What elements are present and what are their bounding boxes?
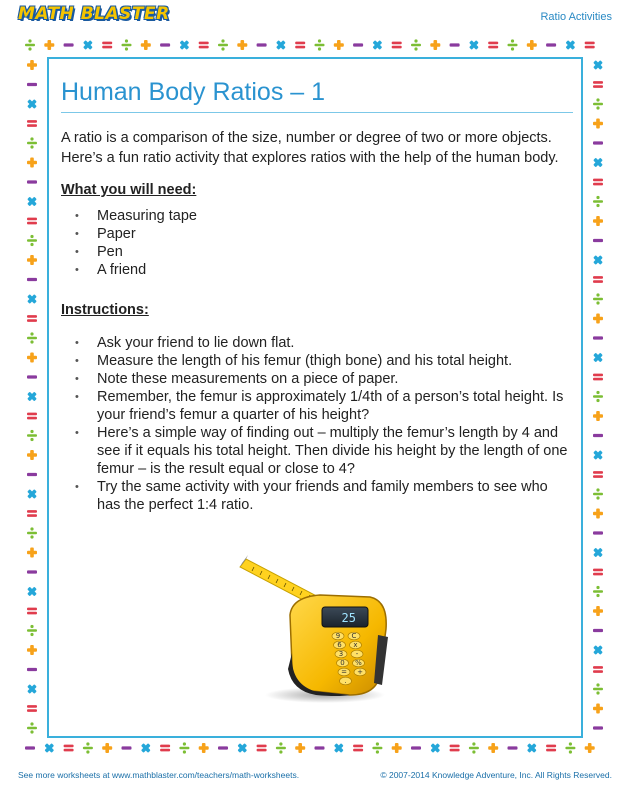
math-blaster-logo: MATH BLASTER	[18, 4, 170, 24]
equals-icon	[64, 745, 74, 752]
plus-icon	[199, 743, 209, 753]
plus-icon	[27, 645, 37, 655]
divide-icon	[411, 39, 421, 50]
equals-icon	[27, 218, 37, 225]
minus-icon	[27, 570, 37, 573]
plus-icon	[27, 548, 37, 558]
minus-icon	[27, 278, 37, 281]
divide-icon	[27, 625, 37, 636]
plus-icon	[593, 509, 603, 519]
divide-icon	[27, 527, 37, 538]
equals-icon	[27, 705, 37, 712]
measuring-tape-icon	[230, 545, 400, 705]
plus-icon	[392, 743, 402, 753]
plus-icon	[593, 216, 603, 226]
equals-icon	[257, 745, 267, 752]
equals-icon	[593, 276, 603, 283]
minus-icon	[27, 180, 37, 183]
calculator-key-label: 0	[340, 659, 345, 667]
calculator-key-label: C	[351, 632, 357, 640]
times-icon	[27, 489, 37, 499]
times-icon	[593, 60, 603, 70]
calculator-key-label: 9	[335, 632, 341, 640]
needs-list	[61, 207, 573, 279]
divide-icon	[276, 742, 286, 753]
footer-copyright: © 2007-2014 Knowledge Adventure, Inc. All Rights Reserved.	[380, 770, 612, 780]
equals-icon	[199, 42, 209, 49]
minus-icon	[27, 668, 37, 671]
times-icon	[334, 743, 344, 753]
times-icon	[469, 40, 479, 50]
divide-icon	[593, 293, 603, 304]
plus-icon	[237, 40, 247, 50]
plus-icon	[585, 743, 595, 753]
times-icon	[276, 40, 286, 50]
plus-icon	[593, 119, 603, 129]
divide-icon	[122, 39, 132, 50]
divide-icon	[27, 332, 37, 343]
times-icon	[430, 743, 440, 753]
calculator-key-label: 6	[337, 641, 342, 649]
calculator-key-label: 3	[338, 650, 344, 658]
plus-icon	[334, 40, 344, 50]
divide-icon	[27, 722, 37, 733]
minus-icon	[160, 43, 170, 46]
equals-icon	[593, 179, 603, 186]
plus-icon	[27, 60, 37, 70]
equals-icon	[593, 81, 603, 88]
times-icon	[593, 548, 603, 558]
plus-icon	[488, 743, 498, 753]
equals-icon	[295, 42, 305, 49]
worksheet-content	[61, 78, 573, 514]
divide-icon	[218, 39, 228, 50]
times-icon	[44, 743, 54, 753]
equals-icon	[27, 315, 37, 322]
times-icon	[593, 353, 603, 363]
times-icon	[27, 587, 37, 597]
page-title: Human Body Ratios – 1	[61, 78, 573, 113]
equals-icon	[27, 120, 37, 127]
footer-website-link[interactable]: See more worksheets at www.mathblaster.com/teachers/math-worksheets.	[18, 770, 300, 780]
times-icon	[27, 99, 37, 109]
minus-icon	[353, 43, 363, 46]
plus-icon	[295, 743, 305, 753]
times-icon	[566, 40, 576, 50]
equals-icon	[585, 42, 595, 49]
times-icon	[27, 684, 37, 694]
equals-icon	[160, 745, 170, 752]
divide-icon	[593, 391, 603, 402]
divide-icon	[83, 742, 93, 753]
divide-icon	[27, 430, 37, 441]
times-icon	[141, 743, 151, 753]
divide-icon	[372, 742, 382, 753]
times-icon	[593, 158, 603, 168]
minus-icon	[257, 43, 267, 46]
divide-icon	[508, 39, 518, 50]
minus-icon	[593, 629, 603, 632]
plus-icon	[593, 606, 603, 616]
divide-icon	[25, 39, 35, 50]
equals-icon	[102, 42, 112, 49]
minus-icon	[450, 43, 460, 46]
times-icon	[27, 197, 37, 207]
divide-icon	[27, 235, 37, 246]
times-icon	[27, 294, 37, 304]
minus-icon	[411, 746, 421, 749]
list-item: • Here’s a simple way of finding out – multiply the femur’s length by 4 and see if it equals his total height. Then divide his height by the length of one femur – is the result equal or close to 4?	[61, 424, 573, 478]
plus-icon	[44, 40, 54, 50]
minus-icon	[27, 375, 37, 378]
minus-icon	[218, 746, 228, 749]
equals-icon	[353, 745, 363, 752]
minus-icon	[593, 336, 603, 339]
equals-icon	[593, 374, 603, 381]
minus-icon	[593, 434, 603, 437]
times-icon	[527, 743, 537, 753]
times-icon	[593, 450, 603, 460]
times-icon	[83, 40, 93, 50]
plus-icon	[27, 450, 37, 460]
equals-icon	[392, 42, 402, 49]
minus-icon	[122, 746, 132, 749]
list-item: • Measure the length of his femur (thigh bone) and his total height.	[61, 352, 573, 370]
plus-icon	[527, 40, 537, 50]
minus-icon	[27, 473, 37, 476]
times-icon	[593, 255, 603, 265]
times-icon	[180, 40, 190, 50]
calculator-key-label: %	[355, 659, 362, 667]
instructions-list	[61, 334, 573, 514]
divide-icon	[593, 196, 603, 207]
list-item: • Note these measurements on a piece of paper.	[61, 370, 573, 388]
plus-icon	[102, 743, 112, 753]
plus-icon	[593, 411, 603, 421]
calculator-key-label: .	[344, 677, 347, 685]
list-item: • Paper	[61, 225, 573, 243]
list-item: • Remember, the femur is approximately 1/4th of a person’s total height. Is your friend’s femur a quarter of his height?	[61, 388, 573, 424]
divide-icon	[565, 742, 575, 753]
equals-icon	[450, 745, 460, 752]
plus-icon	[27, 158, 37, 168]
divide-icon	[27, 137, 37, 148]
times-icon	[373, 40, 383, 50]
divide-icon	[179, 742, 189, 753]
svg-text:25: 25	[341, 611, 356, 625]
calculator-key-label: +	[357, 668, 363, 676]
plus-icon	[141, 40, 151, 50]
divide-icon	[593, 586, 603, 597]
plus-icon	[27, 255, 37, 265]
calculator-key-label: -	[355, 650, 359, 658]
minus-icon	[25, 746, 35, 749]
times-icon	[593, 645, 603, 655]
divide-icon	[469, 742, 479, 753]
calculator-key-label: =	[341, 668, 347, 676]
divide-icon	[593, 683, 603, 694]
minus-icon	[593, 531, 603, 534]
minus-icon	[27, 83, 37, 86]
equals-icon	[27, 510, 37, 517]
divide-icon	[315, 39, 325, 50]
equals-icon	[488, 42, 498, 49]
times-icon	[27, 392, 37, 402]
list-item: • Try the same activity with your friends and family members to see who has the perfect 1:4 ratio.	[61, 478, 573, 514]
equals-icon	[546, 745, 556, 752]
divide-icon	[593, 98, 603, 109]
divide-icon	[593, 488, 603, 499]
minus-icon	[593, 239, 603, 242]
minus-icon	[64, 43, 74, 46]
plus-icon	[27, 353, 37, 363]
list-item: • Ask your friend to lie down flat.	[61, 334, 573, 352]
needs-heading: What you will need:	[61, 182, 197, 198]
instructions-heading: Instructions:	[61, 302, 149, 318]
calculator-key-label: x	[353, 641, 358, 649]
plus-icon	[593, 704, 603, 714]
plus-icon	[593, 314, 603, 324]
calculator-screen	[322, 607, 368, 627]
plus-icon	[430, 40, 440, 50]
equals-icon	[593, 666, 603, 673]
times-icon	[237, 743, 247, 753]
equals-icon	[27, 413, 37, 420]
minus-icon	[315, 746, 325, 749]
minus-icon	[546, 43, 556, 46]
intro-paragraph: A ratio is a comparison of the size, number or degree of two or more objects. Here’s a fun ratio activity that explores ratios with the help of the human body.	[61, 130, 559, 166]
list-item: • Pen	[61, 243, 573, 261]
list-item: • A friend	[61, 261, 573, 279]
equals-icon	[593, 569, 603, 576]
category-label: Ratio Activities	[540, 11, 612, 23]
minus-icon	[508, 746, 518, 749]
minus-icon	[593, 141, 603, 144]
equals-icon	[593, 471, 603, 478]
equals-icon	[27, 608, 37, 615]
minus-icon	[593, 726, 603, 729]
list-item: • Measuring tape	[61, 207, 573, 225]
